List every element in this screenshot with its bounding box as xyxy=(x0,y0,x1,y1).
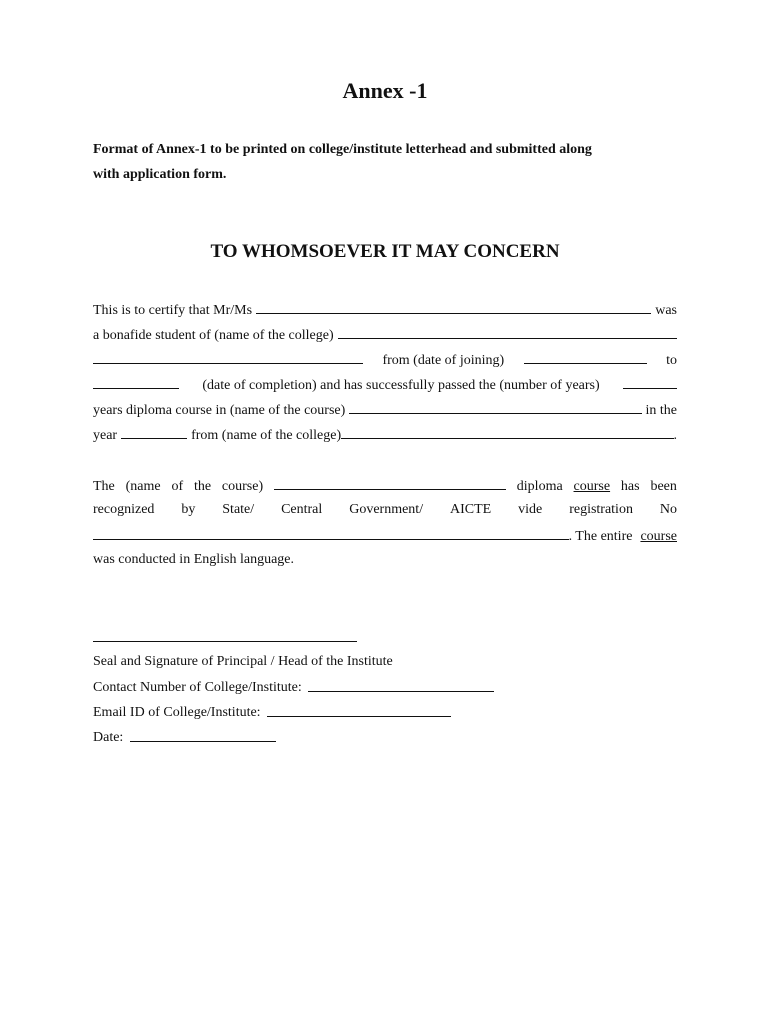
from-college-field[interactable] xyxy=(341,426,673,439)
english-language-text: was conducted in English language. xyxy=(93,552,295,567)
year-text: year xyxy=(93,428,118,443)
para1-line-1 xyxy=(93,301,677,319)
para1-line-2 xyxy=(93,326,677,344)
word-state: State/ xyxy=(222,502,255,517)
certify-text: This is to certify that Mr/Ms xyxy=(93,303,253,318)
word-by: by xyxy=(181,502,196,517)
para2-line-4 xyxy=(93,552,677,568)
date-of-completion-field[interactable] xyxy=(93,376,179,389)
completion-text: (date of completion) and has successfully passed the (number of years) xyxy=(202,378,600,393)
date-field[interactable] xyxy=(130,729,276,742)
format-note-line-1: Format of Annex-1 to be printed on college/institute letterhead and submitted along xyxy=(93,142,592,157)
word-recognized: recognized xyxy=(93,502,155,517)
word-been: been xyxy=(650,479,677,494)
word-diploma: diploma xyxy=(516,479,563,494)
date-row xyxy=(93,729,276,746)
word-of: of xyxy=(171,479,184,494)
period-text: . xyxy=(673,428,677,443)
word-the-2: the xyxy=(193,479,212,494)
date-label: Date: xyxy=(93,730,124,745)
student-name-field[interactable] xyxy=(256,301,651,314)
para1-line-6 xyxy=(93,426,677,444)
email-row xyxy=(93,704,451,721)
concern-heading: TO WHOMSOEVER IT MAY CONCERN xyxy=(210,241,560,262)
was-text: was xyxy=(655,303,677,318)
course-name-field[interactable] xyxy=(349,401,641,414)
word-no: No xyxy=(659,502,677,517)
date-of-joining-text: from (date of joining) xyxy=(382,353,505,368)
para2-line-3 xyxy=(93,527,677,545)
word-registration: registration xyxy=(569,502,633,517)
bonafide-text: a bonafide student of (name of the college) xyxy=(93,328,334,343)
college-name-field[interactable] xyxy=(338,326,677,339)
word-name: (name xyxy=(125,479,161,494)
registration-number-field[interactable] xyxy=(93,527,569,540)
word-has: has xyxy=(620,479,640,494)
course-text: years diploma course in (name of the course) xyxy=(93,403,346,418)
word-course: course) xyxy=(221,479,264,494)
contact-number-field[interactable] xyxy=(308,679,494,692)
para1-line-4 xyxy=(93,376,677,394)
para2-line-2 xyxy=(93,502,677,518)
word-aicte: AICTE xyxy=(450,502,492,517)
para1-line-3 xyxy=(93,351,677,369)
format-note-line-2: with application form. xyxy=(93,167,227,182)
word-course-underlined-2: course xyxy=(640,529,677,544)
from-college-text: from (name of the college) xyxy=(191,428,342,443)
email-field[interactable] xyxy=(267,704,451,717)
contact-row xyxy=(93,679,494,696)
word-vide: vide xyxy=(518,502,543,517)
seal-signature-label: Seal and Signature of Principal / Head of the Institute xyxy=(93,654,393,669)
in-the-text: in the xyxy=(645,403,677,418)
contact-label: Contact Number of College/Institute: xyxy=(93,680,302,695)
para1-line-5 xyxy=(93,401,677,419)
entire-text: . The entire xyxy=(568,529,633,544)
para2-line-1 xyxy=(93,477,677,495)
college-name-field-cont[interactable] xyxy=(93,351,363,364)
number-of-years-field[interactable] xyxy=(623,376,677,389)
word-course-underlined: course xyxy=(573,479,611,494)
to-text: to xyxy=(666,353,677,368)
word-central: Central xyxy=(281,502,323,517)
word-the: The xyxy=(93,479,115,494)
signature-line[interactable] xyxy=(93,641,357,642)
course-name-field-2[interactable] xyxy=(274,477,506,490)
annex-title: Annex -1 xyxy=(342,78,428,103)
year-field[interactable] xyxy=(121,426,187,439)
email-label: Email ID of College/Institute: xyxy=(93,705,261,720)
date-of-joining-field[interactable] xyxy=(524,351,647,364)
word-government: Government/ xyxy=(349,502,424,517)
